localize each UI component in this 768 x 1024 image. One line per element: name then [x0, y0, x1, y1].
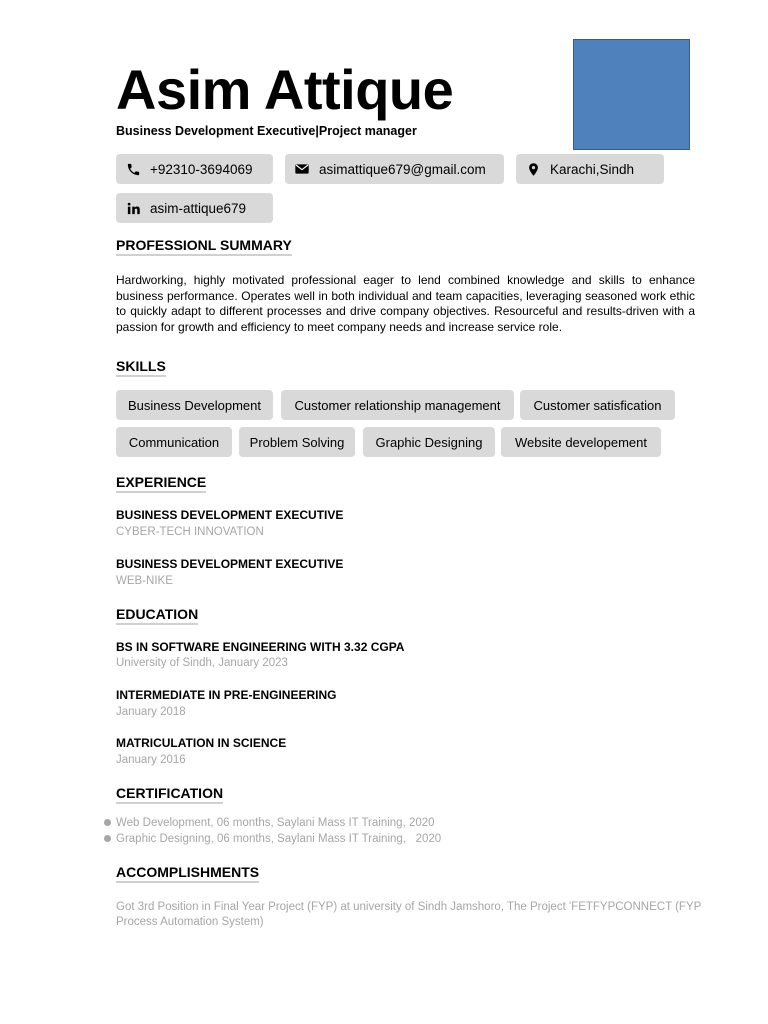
skill-chip: Business Development: [116, 390, 273, 420]
location-chip[interactable]: [516, 154, 664, 184]
candidate-name: Asim Attique: [116, 58, 454, 121]
summary-text: Hardworking, highly motivated professional eager to lend combined knowledge and skills to enhance business performance. Operates well in both individual and team capacities, leveraging seasoned work ethic to quickly adapt to different processes and drive company objectives. Resourceful and results-driven with a passion for growth and efficiency to meet company needs and increase service role.: [116, 273, 695, 334]
skill-chip: Customer satisfication: [520, 390, 675, 420]
experience-company: WEB-NIKE: [116, 575, 173, 587]
skill-chip: Graphic Designing: [363, 427, 495, 457]
candidate-subtitle: Business Development Executive|Project manager: [116, 124, 417, 138]
skills-heading: SKILLS: [116, 358, 166, 377]
skill-chip: Website developement: [501, 427, 661, 457]
certification-item: Graphic Designing, 06 months, Saylani Mass IT Training, 2020: [116, 833, 442, 845]
skill-chip: Customer relationship management: [281, 390, 514, 420]
education-degree: INTERMEDIATE IN PRE-ENGINEERING: [116, 688, 337, 702]
certification-heading: CERTIFICATION: [116, 785, 223, 804]
location-pin-icon: [524, 160, 542, 178]
experience-role: BUSINESS DEVELOPMENT EXECUTIVE: [116, 508, 344, 522]
education-detail: January 2018: [116, 706, 186, 718]
bullet-dot-icon: [104, 819, 111, 826]
accomplishments-heading: ACCOMPLISHMENTS: [116, 864, 259, 883]
experience-heading: EXPERIENCE: [116, 474, 206, 493]
email-chip[interactable]: [285, 154, 504, 184]
education-detail: University of Sindh, January 2023: [116, 657, 288, 669]
linkedin-text: asim-attique679: [150, 200, 247, 216]
phone-text: +92310-3694069: [150, 161, 253, 177]
email-text: asimattique679@gmail.com: [319, 161, 486, 177]
education-heading: EDUCATION: [116, 606, 198, 625]
certification-item: Web Development, 06 months, Saylani Mass IT Training, 2020: [116, 817, 435, 829]
education-degree: BS IN SOFTWARE ENGINEERING WITH 3.32 CGPA: [116, 640, 405, 654]
phone-icon: [124, 160, 142, 178]
education-detail: January 2016: [116, 754, 186, 766]
skill-chip: Communication: [116, 427, 232, 457]
summary-heading: PROFESSIONL SUMMARY: [116, 237, 292, 256]
linkedin-icon: [124, 199, 142, 217]
education-degree: MATRICULATION IN SCIENCE: [116, 736, 287, 750]
skill-chip: Problem Solving: [239, 427, 355, 457]
location-text: Karachi,Sindh: [550, 161, 635, 177]
bullet-dot-icon: [104, 835, 111, 842]
phone-chip[interactable]: [116, 154, 273, 184]
envelope-icon: [293, 160, 311, 178]
experience-role: BUSINESS DEVELOPMENT EXECUTIVE: [116, 557, 344, 571]
linkedin-chip[interactable]: [116, 193, 273, 223]
accomplishments-text: Got 3rd Position in Final Year Project (FYP) at university of Sindh Jamshoro, The Project 'FETFYPCONNECT (FYP Process Automation System): [116, 901, 702, 928]
profile-photo-placeholder: [573, 39, 690, 150]
experience-company: CYBER-TECH INNOVATION: [116, 526, 264, 538]
